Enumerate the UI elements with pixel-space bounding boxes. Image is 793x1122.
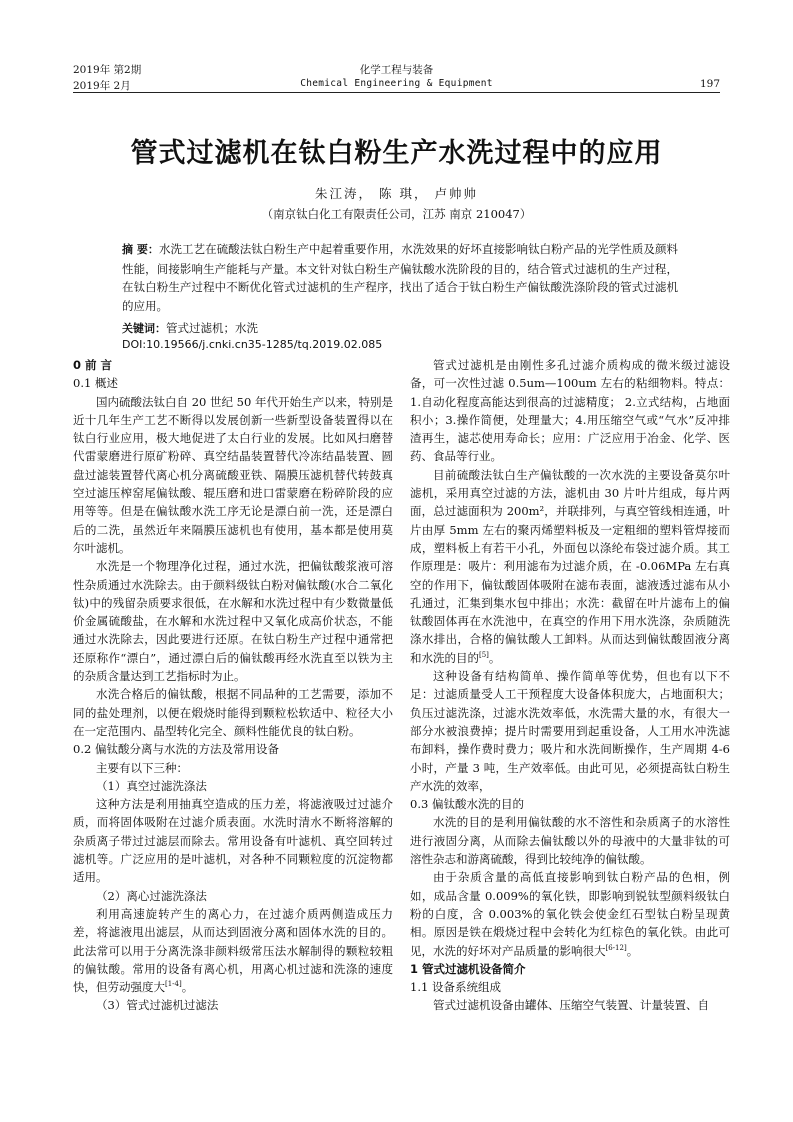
keywords: [122, 320, 258, 336]
paragraph-text: 1.1 设备系统组成: [410, 980, 501, 995]
paragraph: [73, 557, 393, 685]
subsection-heading: [410, 795, 730, 813]
affiliation: （南京钛白化工有限责任公司，江苏 南京 210047）: [261, 207, 532, 221]
paragraph: [410, 466, 730, 667]
paragraph: [410, 813, 730, 868]
paragraph: [73, 393, 393, 558]
paragraph: [410, 356, 730, 466]
paragraph-text: 目前硫酸法钛白生产偏钛酸的一次水洗的主要设备莫尔叶滤机，采用真空过滤的方法，滤机由 30 片叶片组成，每片两面，总过滤面积为 200m²，并联排列，与真空管线相连通，叶片由厚 5mm 左右的聚丙烯塑料板及一定粗细的塑料管焊接而成，塑料板上有若干小孔，外面包以涤纶布袋过滤介质。其工作原理是：吸片：利用滤布为过滤介质，在 -0.06MPa 左右真空的作用下，偏钛酸固体吸附在滤布表面，滤液透过滤布从小孔通过，汇集到集水包中排出；水洗：截留在叶片滤布上的偏钛酸固体再在水洗池中，在真空的作用下用水洗涤，杂质随洗涤水排出，合格的偏钛酸人工卸料。从而达到偏钛酸固液分离和水洗的目的: [410, 467, 730, 665]
subsection-heading: [73, 887, 393, 905]
subsection-heading: [73, 996, 393, 1014]
section-heading: [410, 960, 730, 978]
paragraph-text: 水洗的目的是利用偏钛酸的水不溶性和杂质离子的水溶性进行液固分离，从而除去偏钛酸以外的母液中的大量非钛的可溶性杂志和游离硫酸，得到比较纯净的偏钛酸。: [410, 815, 730, 867]
subsection-heading: [410, 978, 730, 996]
paragraph-text: 管式过滤机设备由罐体、压缩空气装置、计量装置、自: [433, 998, 709, 1013]
issue-date: 2019年 2月: [73, 80, 131, 92]
issue: 2019年 第2期: [73, 64, 142, 76]
paragraph-text: （1）真空过滤洗涤法: [96, 778, 207, 793]
right-column: [410, 356, 730, 1015]
paragraph-text: 水洗合格后的偏钛酸，根据不同品种的工艺需要，添加不同的盐处理剂，以便在煅烧时能得到颗粒松软适中、粒径大小在一定范围内、晶型转化完全、颜料性能优良的钛白粉。: [73, 687, 393, 738]
paragraph-text: 这种设备有结构简单、操作简单等优势，但也有以下不足：过滤质量受人工干预程度大设备体积庞大，占地面积大；负压过滤洗涤，过滤水洗效率低，水洗需大量的水，有很大一部分水被浪费掉；提片时需要用到起重设备，人工用水冲洗滤布卸料，操作费时费力；吸片和水洗间断操作，生产周期 4-6 小时，产量 3 吨，生产效率低。由此可见，必须提高钛白粉生产水洗的效率，: [410, 669, 730, 793]
paragraph: [73, 795, 393, 886]
journal-name-cn: 化学工程与装备: [359, 64, 434, 76]
paragraph-text: （3）管式过滤机过滤法: [96, 998, 219, 1013]
paragraph-text: （2）离心过滤洗涤法: [96, 888, 207, 903]
abstract: [122, 240, 678, 315]
paragraph: [410, 996, 730, 1014]
paragraph: [410, 868, 730, 959]
subsection-heading: [73, 777, 393, 795]
paragraph-text: 1 管式过滤机设备简介: [410, 961, 526, 976]
keywords-label: 关键词：: [122, 322, 166, 335]
citation-ref: [6-12]: [605, 943, 627, 952]
paragraph-text: 国内硫酸法钛白自 20 世纪 50 年代开始生产以来，特别是近十几年生产工艺不断得以发展创新一些新型设备装置得以在钛白行业应用，极大地促进了太白行业的发展。比如风扫磨替代雷蒙磨进行原矿粉碎、真空结晶装置替代冷冻结晶装置、圆盘过滤装置替代离心机分离硫酸亚铁、隔膜压滤机替代转鼓真空过滤压榨窑尾偏钛酸、辊压磨和进口雷蒙磨在粉碎阶段的应用等等。但是在偏钛酸水洗工序无论是漂白前一洗，还是漂白后的二洗，虽然近年来隔膜压滤机也有使用，基本都是使用莫尔叶滤机。: [73, 394, 393, 555]
paragraph: [73, 685, 393, 740]
abstract-text: 水洗工艺在硫酸法钛白粉生产中起着重要作用，水洗效果的好坏直接影响钛白粉产品的光学性质及颜料性能，间接影响生产能耗与产量。本文针对钛白粉生产偏钛酸水洗阶段的目的，结合管式过滤机的生产过程，在钛白粉生产过程中不断优化管式过滤机的生产程序，找出了适合于钛白粉生产偏钛酸洗涤阶段的管式过滤机的应用。: [122, 242, 678, 313]
paragraph-text: 管式过滤机是由刚性多孔过滤介质构成的微米级过滤设备，可一次性过滤 0.5um—100um 左右的粘细物料。特点：1.自动化程度高能达到很高的过滤精度； 2.立式结构，占地面积小；3.操作简便，处理量大；4.用压缩空气或“气水”反冲排渣再生，滤芯使用寿命长；应用：广泛应用于冶金、化学、医药、食品等行业。: [410, 358, 730, 464]
paragraph: [73, 759, 393, 777]
page-number: 197: [699, 78, 720, 90]
journal-name-en: Chemical Engineering & Equipment: [300, 78, 493, 89]
paragraph-text: 0.2 偏钛酸分离与水洗的方法及常用设备: [73, 742, 279, 757]
header-rule: [73, 92, 720, 93]
punctuation: 。: [181, 980, 194, 995]
paragraph-text: 主要有以下三种：: [96, 760, 188, 775]
subsection-heading: [73, 374, 393, 392]
punctuation: 。: [488, 650, 501, 665]
citation-ref: [1-4]: [165, 980, 182, 989]
punctuation: 。: [626, 943, 639, 958]
keywords-text: 管式过滤机；水洗: [166, 321, 258, 335]
paragraph-text: 利用高速旋转产生的离心力，在过滤介质两侧造成压力差，将滤液甩出滤层，从而达到固液分离和固体水洗的目的。此法常可以用于分离洗涤非颜料级常压法水解制得的颗粒较粗的偏钛酸。常用的设备有离心机，用离心机过滤和洗涤的速度快，但劳动强度大: [73, 906, 393, 995]
paper-title: 管式过滤机在钛白粉生产水洗过程中的应用: [130, 138, 663, 169]
paragraph-text: 0.3 偏钛酸水洗的目的: [410, 797, 524, 812]
paragraph-text: 这种方法是利用抽真空造成的压力差，将滤液吸过过滤介质，而将固体吸附在过滤介质表面。水洗时清水不断将溶解的杂质离子带过过滤层而除去。常用设备有叶滤机、真空回转过滤机等。广泛应用的是叶滤机，对各种不同颗粒度的沉淀物都适用。: [73, 797, 393, 885]
paragraph: [73, 905, 393, 996]
paragraph: [410, 667, 730, 795]
citation-ref: [5]: [479, 650, 489, 659]
abstract-label: 摘 要：: [122, 243, 159, 256]
authors: 朱江涛， 陈 琪， 卢帅帅: [315, 186, 478, 201]
paragraph-text: 水洗是一个物理净化过程，通过水洗，把偏钛酸浆液可溶性杂质通过水洗除去。由于颜料级钛白粉对偏钛酸(水合二氧化钛)中的残留杂质要求很低，在水解和水洗过程中有少数微量低价金属硫酸盐，在水解和水洗过程中又氧化成高价状态，不能通过水洗除去，因此要进行还原。在钛白粉生产过程中通常把还原称作“漂白”，通过漂白后的偏钛酸再经水洗直至以铁为主的杂质含量达到工艺指标时为止。: [73, 559, 393, 684]
paragraph-text: 0 前 言: [73, 358, 113, 372]
section-heading: [73, 356, 393, 374]
doi: DOI:10.19566/j.cnki.cn35-1285/tq.2019.02.085: [122, 338, 383, 351]
paragraph-text: 由于杂质含量的高低直接影响到钛白粉产品的色相，例如，成品含量 0.009%的氧化铁，即影响到锐钛型颜料级钛白粉的白度，含 0.003%的氧化铁会使金红石型钛白粉呈现黄相。原因是铁在煅烧过程中会转化为红棕色的氧化铁。由此可见，水洗的好坏对产品质量的影响很大: [410, 870, 730, 958]
left-column: [73, 356, 393, 1015]
paragraph-text: 0.1 概述: [73, 376, 118, 391]
subsection-heading: [73, 740, 393, 758]
